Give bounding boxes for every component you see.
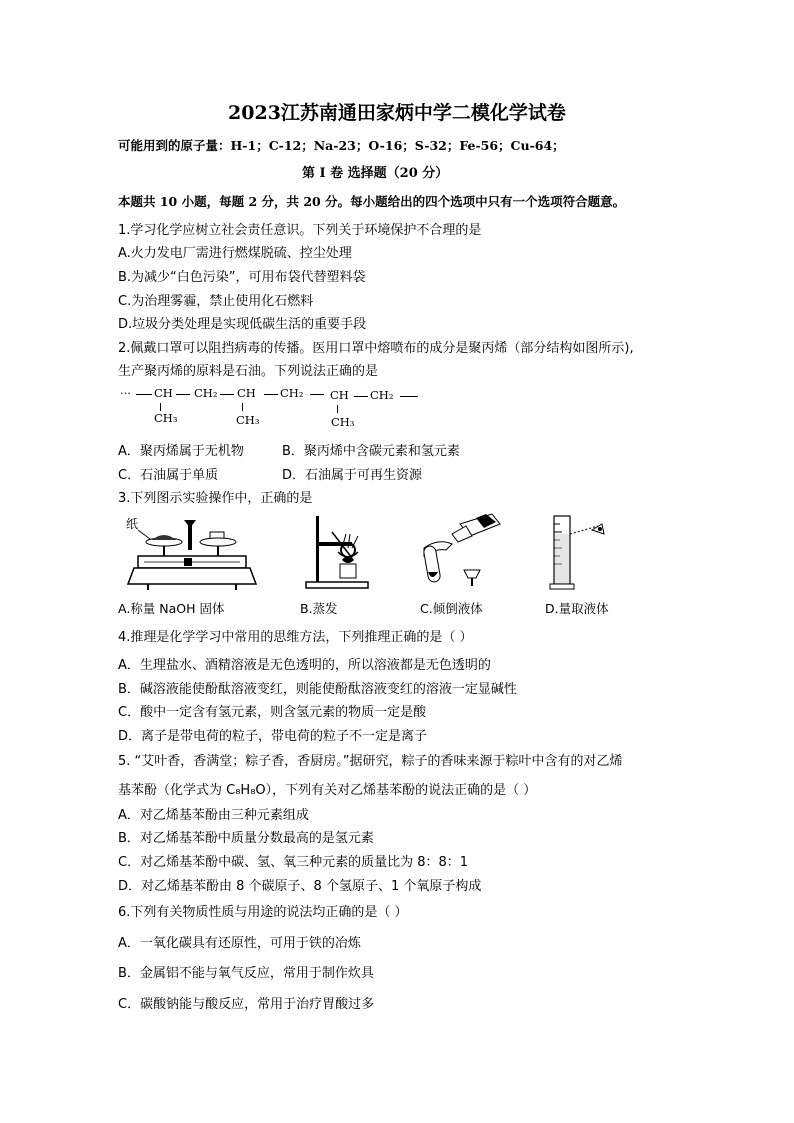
q2-option-d: D．石油属于可再生资源 [282,468,423,483]
q1-option-b: B.为减少“白色污染”，可用布袋代替塑料袋 [118,270,366,285]
q3-option-c: C.倾倒液体 [420,601,483,616]
methyl-group: CH₃ [236,413,260,427]
q4-option-a: A．生理盐水、酒精溶液是无色透明的，所以溶液都是无色透明的 [118,658,491,673]
ch2-group: CH₂ [280,386,304,400]
section-title: 第 I 卷 选择题（20 分） [302,166,449,181]
q5-option-b: B．对乙烯基苯酚中质量分数最高的是氢元素 [118,831,374,846]
ch2-group: CH₂ [194,386,218,400]
q1-option-d: D.垃圾分类处理是实现低碳生活的重要手段 [118,317,367,332]
q3-option-b: B.蒸发 [300,601,338,616]
bond [160,403,161,411]
ch-group: CH [330,388,349,402]
q5-option-a: A．对乙烯基苯酚由三种元素组成 [118,808,309,823]
q3-option-d: D.量取液体 [545,601,609,616]
q5-stem-line1: 5. “艾叶香，香满堂；粽子香，香厨房。”据研究，粽子的香味来源于粽叶中含有的对乙烯 [118,754,623,769]
page-title: 2023江苏南通田家炳中学二模化学试卷 [228,102,566,124]
methyl-group: CH₃ [154,411,178,425]
bond [136,394,152,395]
q1-option-c: C.为治理雾霾，禁止使用化石燃料 [118,294,314,309]
bond [310,394,324,395]
ch-group: CH [237,386,256,400]
evaporation-figure [302,512,374,592]
q2-option-c: C．石油属于单质 [118,468,219,483]
q5-option-c: C．对乙烯基苯酚中碳、氢、氧三种元素的质量比为 8：8：1 [118,855,469,870]
q3-option-a: A.称量 NaOH 固体 [118,601,225,616]
q1-option-a: A.火力发电厂需进行燃煤脱硫、控尘处理 [118,246,352,261]
q1-stem: 1.学习化学应树立社会责任意识。下列关于环境保护不合理的是 [118,223,482,238]
pouring-liquid-figure [412,512,504,592]
q6-option-b: B．金属铝不能与氧气反应，常用于制作炊具 [118,966,374,981]
bond [354,396,368,397]
ch2-group: CH₂ [370,388,394,402]
q5-stem-line2: 基苯酚（化学式为 C₈H₈O），下列有关对乙烯基苯酚的说法正确的是（ ） [118,783,537,798]
instructions: 本题共 10 小题，每题 2 分，共 20 分。每小题给出的四个选项中只有一个选项符合题意。 [118,194,626,209]
q6-option-c: C．碳酸钠能与酸反应，常用于治疗胃酸过多 [118,997,375,1012]
ch-group: CH [154,386,173,400]
q6-option-a: A．一氧化碳具有还原性，可用于铁的冶炼 [118,936,361,951]
q4-option-d: D．离子是带电荷的粒子，带电荷的粒子不一定是离子 [118,729,428,744]
bond [176,394,190,395]
q4-option-c: C．酸中一定含有氢元素，则含氢元素的物质一定是酸 [118,705,427,720]
bond [337,405,338,413]
q5-option-d: D．对乙烯基苯酚由 8 个碳原子、8 个氢原子、1 个氧原子构成 [118,879,482,894]
q3-stem: 3.下列图示实验操作中，正确的是 [118,491,313,506]
measuring-cylinder-figure [548,512,612,592]
methyl-group: CH₃ [331,415,355,429]
q4-stem: 4.推理是化学学习中常用的思维方法，下列推理正确的是（ ） [118,630,473,645]
q6-stem: 6.下列有关物质性质与用途的说法均正确的是（ ） [118,905,408,920]
bond [242,403,243,411]
q2-stem-line2: 生产聚丙烯的原料是石油。下列说法正确的是 [118,364,379,379]
q2-option-b: B．聚丙烯中含碳元素和氢元素 [282,444,460,459]
polypropylene-structure [118,384,438,432]
q2-option-a: A．聚丙烯属于无机物 [118,444,244,459]
bond [400,396,418,397]
svg-text:纸: 纸 [126,517,139,531]
q4-option-b: B．碱溶液能使酚酞溶液变红，则能使酚酞溶液变红的溶液一定显碱性 [118,682,517,697]
chain-start: ··· [120,386,131,400]
q2-stem-line1: 2.佩戴口罩可以阻挡病毒的传播。医用口罩中熔喷布的成分是聚丙烯（部分结构如图所示), [118,341,634,356]
atomic-masses: 可能用到的原子量：H-1；C-12；Na-23；O-16；S-32；Fe-56；Cu-64； [118,138,565,153]
bond [264,394,278,395]
balance-scale-figure [124,512,258,592]
bond [220,394,234,395]
